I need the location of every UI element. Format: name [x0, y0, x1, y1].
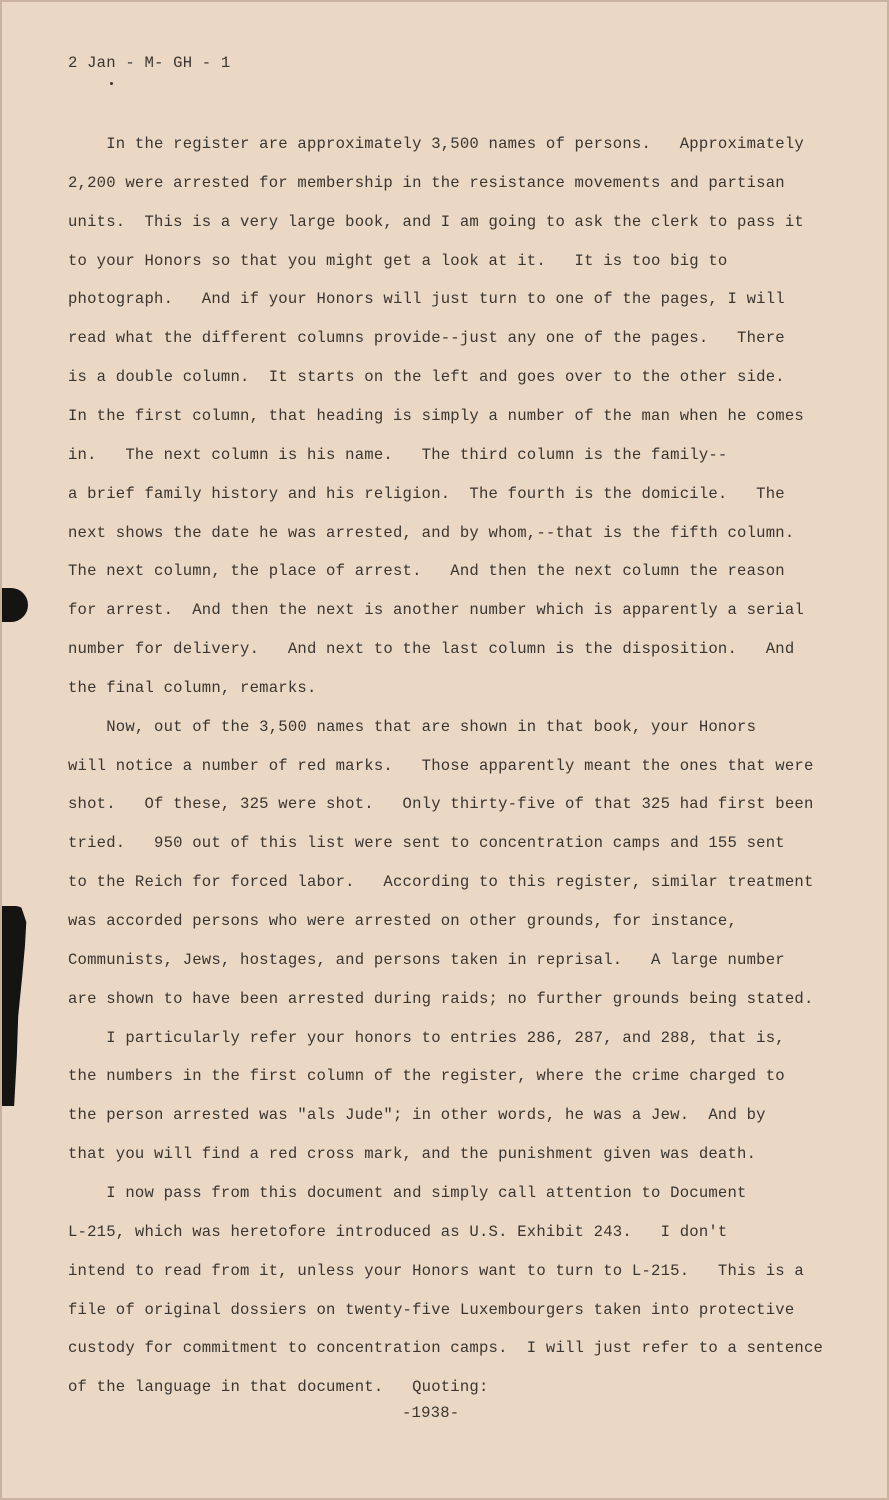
- text-line: The next column, the place of arrest. And then the next column the reason: [68, 562, 785, 581]
- text-line: is a double column. It starts on the left and goes over to the other side.: [68, 368, 785, 387]
- text-line: are shown to have been arrested during raids; no further grounds being stated.: [68, 989, 814, 1008]
- text-line: I now pass from this document and simply call attention to Document: [68, 1183, 747, 1202]
- document-reference: 2 Jan - M- GH - 1: [68, 54, 231, 72]
- text-line: will notice a number of red marks. Those apparently meant the ones that were: [68, 756, 814, 775]
- text-line: shot. Of these, 325 were shot. Only thirty-five of that 325 had first been: [68, 795, 814, 814]
- text-line: a brief family history and his religion. The fourth is the domicile. The: [68, 484, 785, 503]
- punch-hole-top: [2, 588, 28, 622]
- text-line: the final column, remarks.: [68, 678, 317, 697]
- text-line: to your Honors so that you might get a look at it. It is too big to: [68, 251, 728, 270]
- text-line: the numbers in the first column of the register, where the crime charged to: [68, 1067, 785, 1086]
- text-line: intend to read from it, unless your Honors want to turn to L-215. This is a: [68, 1261, 804, 1280]
- ink-dot: [110, 82, 113, 85]
- text-line: L-215, which was heretofore introduced as U.S. Exhibit 243. I don't: [68, 1222, 728, 1241]
- text-line: In the first column, that heading is simply a number of the man when he comes: [68, 406, 804, 425]
- text-line: I particularly refer your honors to entries 286, 287, and 288, that is,: [68, 1028, 785, 1047]
- text-line: read what the different columns provide--just any one of the pages. There: [68, 329, 785, 348]
- text-line: to the Reich for forced labor. According to this register, similar treatment: [68, 873, 814, 892]
- text-line: that you will find a red cross mark, and the punishment given was death.: [68, 1145, 757, 1164]
- text-line: in. The next column is his name. The third column is the family--: [68, 445, 728, 464]
- text-line: Communists, Jews, hostages, and persons taken in reprisal. A large number: [68, 950, 785, 969]
- text-line: custody for commitment to concentration camps. I will just refer to a sentence: [68, 1339, 824, 1358]
- text-line: 2,200 were arrested for membership in the resistance movements and partisan: [68, 173, 785, 192]
- text-line: the person arrested was "als Jude"; in other words, he was a Jew. And by: [68, 1106, 766, 1125]
- text-line: file of original dossiers on twenty-five Luxembourgers taken into protective: [68, 1300, 795, 1319]
- text-line: Now, out of the 3,500 names that are shown in that book, your Honors: [68, 717, 757, 736]
- text-line: units. This is a very large book, and I am going to ask the clerk to pass it: [68, 212, 804, 231]
- punch-hole-bottom: [2, 906, 29, 1106]
- text-line: for arrest. And then the next is another number which is apparently a serial: [68, 601, 804, 620]
- text-line: number for delivery. And next to the last column is the disposition. And: [68, 640, 795, 659]
- text-line: of the language in that document. Quoting:: [68, 1378, 489, 1397]
- text-line: photograph. And if your Honors will just turn to one of the pages, I will: [68, 290, 785, 309]
- text-line: tried. 950 out of this list were sent to concentration camps and 155 sent: [68, 834, 785, 853]
- page-number: -1938-: [402, 1404, 460, 1422]
- text-line: was accorded persons who were arrested on other grounds, for instance,: [68, 912, 738, 930]
- text-line: next shows the date he was arrested, and by whom,--that is the fifth column.: [68, 523, 795, 542]
- text-line: In the register are approximately 3,500 names of persons. Approximately: [68, 135, 804, 153]
